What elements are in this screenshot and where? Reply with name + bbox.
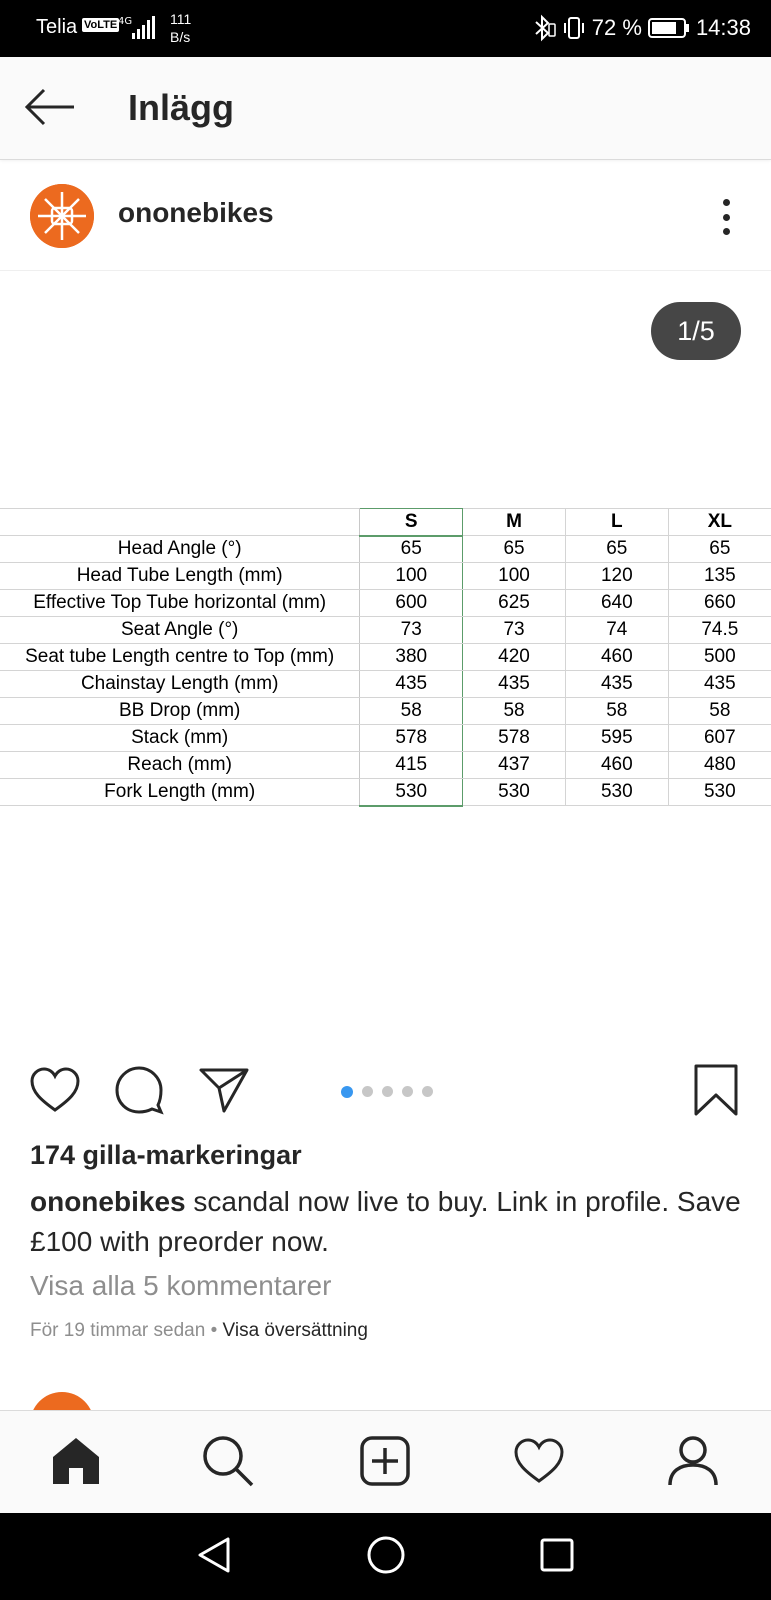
table-cell: 500 bbox=[668, 644, 771, 671]
post-timestamp: För 19 timmar sedan bbox=[30, 1320, 206, 1341]
post-image[interactable] bbox=[0, 272, 771, 1042]
table-row bbox=[0, 563, 771, 590]
table-cell: 380 bbox=[360, 644, 463, 671]
table-cell: 600 bbox=[360, 590, 463, 617]
comment-button[interactable] bbox=[111, 1064, 167, 1120]
table-cell: 58 bbox=[668, 698, 771, 725]
triangle-back-icon bbox=[196, 1536, 232, 1579]
row-label: Head Tube Length (mm) bbox=[0, 563, 360, 590]
net-speed: 111 B/s bbox=[170, 11, 192, 45]
table-row bbox=[0, 725, 771, 752]
caption-text: scandal now live to buy. Link in profile. Save £100 with preorder now. bbox=[30, 1186, 741, 1257]
home-icon bbox=[50, 1436, 102, 1491]
table-cell: 435 bbox=[463, 671, 566, 698]
row-label: Reach (mm) bbox=[0, 752, 360, 779]
column-header: L bbox=[565, 509, 668, 536]
geometry-table bbox=[0, 508, 771, 807]
system-back-button[interactable] bbox=[192, 1535, 236, 1579]
table-cell: 65 bbox=[565, 536, 668, 563]
comment-icon bbox=[114, 1065, 164, 1120]
table-cell: 578 bbox=[360, 725, 463, 752]
post-username[interactable]: ononebikes bbox=[118, 197, 274, 228]
column-header: S bbox=[360, 509, 463, 536]
table-cell: 530 bbox=[668, 779, 771, 806]
table-row bbox=[0, 752, 771, 779]
table-cell: 420 bbox=[463, 644, 566, 671]
table-cell: 65 bbox=[360, 536, 463, 563]
avatar[interactable] bbox=[30, 184, 94, 248]
table-cell: 74.5 bbox=[668, 617, 771, 644]
heart-icon bbox=[29, 1066, 81, 1119]
table-cell: 660 bbox=[668, 590, 771, 617]
column-header: M bbox=[463, 509, 566, 536]
like-button[interactable] bbox=[27, 1064, 83, 1120]
row-label: BB Drop (mm) bbox=[0, 698, 360, 725]
share-button[interactable] bbox=[196, 1064, 252, 1120]
add-post-icon bbox=[359, 1435, 411, 1492]
post-header bbox=[0, 161, 771, 271]
bluetooth-icon bbox=[530, 14, 556, 42]
table-row bbox=[0, 617, 771, 644]
table-cell: 460 bbox=[565, 752, 668, 779]
table-cell: 58 bbox=[360, 698, 463, 725]
volte-badge: VoLTE bbox=[84, 19, 118, 31]
table-cell: 607 bbox=[668, 725, 771, 752]
top-header bbox=[0, 57, 771, 160]
bottom-nav bbox=[0, 1410, 771, 1513]
table-cell: 415 bbox=[360, 752, 463, 779]
row-label: Seat Angle (°) bbox=[0, 617, 360, 644]
battery-icon bbox=[648, 17, 690, 39]
nav-add-post[interactable] bbox=[357, 1435, 413, 1491]
table-cell: 58 bbox=[463, 698, 566, 725]
battery-percent: 72 % bbox=[591, 15, 642, 40]
table-cell: 480 bbox=[668, 752, 771, 779]
table-cell: 100 bbox=[463, 563, 566, 590]
table-row bbox=[0, 536, 771, 563]
save-button[interactable] bbox=[688, 1064, 744, 1120]
image-counter: 1/5 bbox=[651, 302, 741, 360]
carousel-dot bbox=[341, 1086, 353, 1098]
like-count[interactable]: 174 gilla-markeringar bbox=[30, 1140, 302, 1170]
more-options-button[interactable] bbox=[717, 193, 735, 241]
table-cell: 530 bbox=[360, 779, 463, 806]
post-meta: För 19 timmar sedan • Visa översättning bbox=[30, 1320, 368, 1341]
nav-activity[interactable] bbox=[511, 1435, 567, 1491]
post-actions bbox=[0, 1042, 771, 1138]
table-cell: 460 bbox=[565, 644, 668, 671]
paper-plane-icon bbox=[198, 1066, 250, 1119]
table-cell: 530 bbox=[463, 779, 566, 806]
circle-home-icon bbox=[366, 1535, 406, 1580]
table-cell: 435 bbox=[668, 671, 771, 698]
table-cell: 530 bbox=[565, 779, 668, 806]
table-cell: 437 bbox=[463, 752, 566, 779]
table-row bbox=[0, 779, 771, 806]
row-label: Head Angle (°) bbox=[0, 536, 360, 563]
carousel-dot bbox=[402, 1086, 413, 1097]
system-nav-bar bbox=[0, 1513, 771, 1600]
row-label: Stack (mm) bbox=[0, 725, 360, 752]
table-cell: 435 bbox=[565, 671, 668, 698]
table-cell: 74 bbox=[565, 617, 668, 644]
table-cell: 435 bbox=[360, 671, 463, 698]
table-cell: 65 bbox=[463, 536, 566, 563]
search-icon bbox=[201, 1434, 255, 1493]
table-cell: 625 bbox=[463, 590, 566, 617]
row-label: Chainstay Length (mm) bbox=[0, 671, 360, 698]
system-home-button[interactable] bbox=[364, 1535, 408, 1579]
table-cell: 73 bbox=[463, 617, 566, 644]
square-recents-icon bbox=[539, 1537, 575, 1578]
table-row bbox=[0, 644, 771, 671]
carousel-indicator bbox=[341, 1086, 433, 1098]
table-row bbox=[0, 671, 771, 698]
more-vertical-icon bbox=[723, 199, 730, 206]
back-button[interactable] bbox=[22, 87, 78, 131]
table-cell: 73 bbox=[360, 617, 463, 644]
caption-username[interactable]: ononebikes bbox=[30, 1186, 186, 1217]
table-cell: 65 bbox=[668, 536, 771, 563]
nav-home[interactable] bbox=[48, 1435, 104, 1491]
row-label: Seat tube Length centre to Top (mm) bbox=[0, 644, 360, 671]
table-cell: 640 bbox=[565, 590, 668, 617]
table-cell: 58 bbox=[565, 698, 668, 725]
carrier-label: Telia bbox=[36, 16, 78, 38]
nav-profile[interactable] bbox=[665, 1435, 721, 1491]
carousel-dot bbox=[422, 1086, 433, 1097]
table-header-row bbox=[0, 509, 771, 536]
arrow-left-icon bbox=[24, 87, 76, 132]
svg-text:4G: 4G bbox=[118, 16, 133, 27]
column-header: XL bbox=[668, 509, 771, 536]
post-caption bbox=[30, 1182, 750, 1262]
carousel-dot bbox=[362, 1086, 373, 1097]
status-bar bbox=[0, 0, 771, 57]
table-cell: 595 bbox=[565, 725, 668, 752]
clock: 14:38 bbox=[695, 15, 751, 40]
row-label: Effective Top Tube horizontal (mm) bbox=[0, 590, 360, 617]
carousel-dot bbox=[382, 1086, 393, 1097]
signal-icon bbox=[118, 15, 158, 46]
table-cell: 120 bbox=[565, 563, 668, 590]
nav-search[interactable] bbox=[200, 1435, 256, 1491]
table-cell: 578 bbox=[463, 725, 566, 752]
table-row bbox=[0, 698, 771, 725]
profile-icon bbox=[667, 1435, 719, 1492]
table-cell: 100 bbox=[360, 563, 463, 590]
table-cell: 135 bbox=[668, 563, 771, 590]
page-title: Inlägg bbox=[128, 87, 234, 128]
heart-icon bbox=[513, 1437, 565, 1490]
row-label: Fork Length (mm) bbox=[0, 779, 360, 806]
view-comments-link[interactable]: Visa alla 5 kommentarer bbox=[30, 1270, 332, 1301]
translate-link[interactable]: Visa översättning bbox=[222, 1320, 368, 1341]
vibrate-icon bbox=[562, 15, 586, 41]
system-recents-button[interactable] bbox=[535, 1535, 579, 1579]
table-row bbox=[0, 590, 771, 617]
bookmark-icon bbox=[693, 1063, 739, 1122]
